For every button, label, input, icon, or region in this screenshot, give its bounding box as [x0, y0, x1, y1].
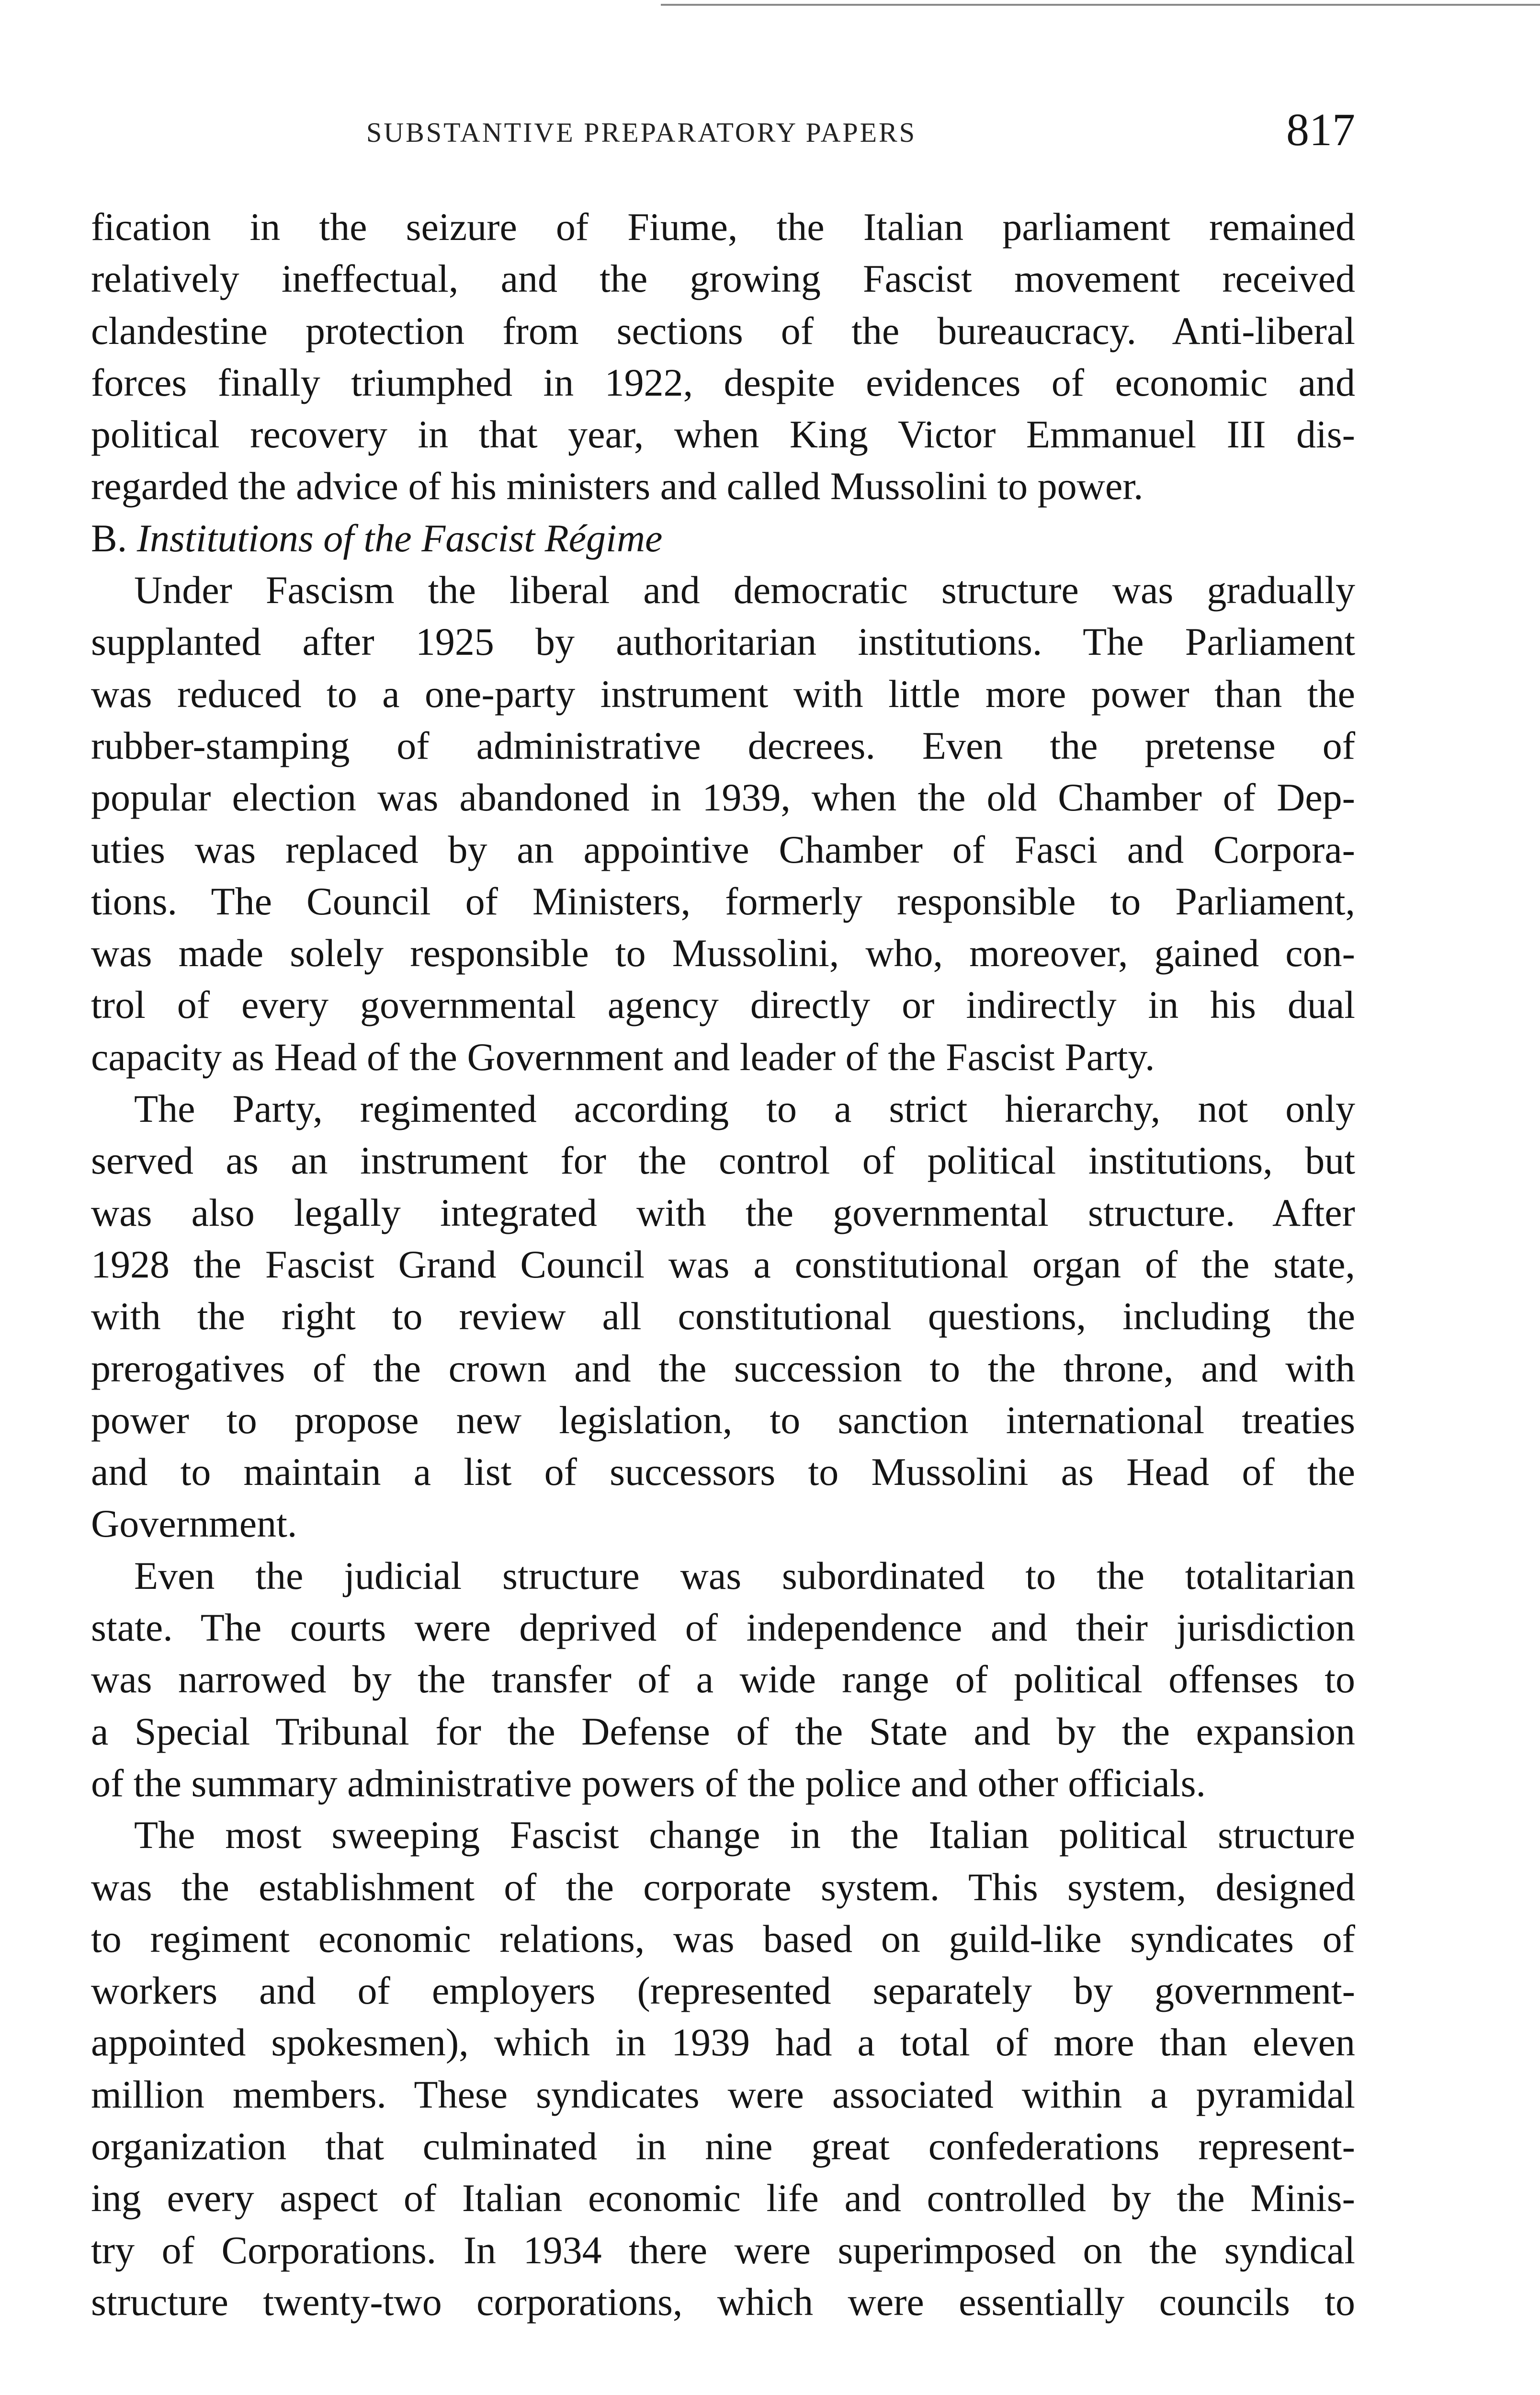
text-line: uties was replaced by an appointive Chamber of Fasci and Corpora- [91, 827, 1355, 871]
text-line: try of Corporations. In 1934 there were superimposed on the syndical [91, 2228, 1355, 2272]
text-line: capacity as Head of the Government and leader of the Fascist Party. [91, 1035, 1155, 1079]
text-line: was narrowed by the transfer of a wide range of political offenses to [91, 1657, 1355, 1701]
text-line: relatively ineffectual, and the growing Fascist movement received [91, 257, 1355, 301]
text-line: was the establishment of the corporate system. This system, designed [91, 1865, 1355, 1909]
text-line: prerogatives of the crown and the succession to the throne, and with [91, 1346, 1355, 1390]
text-line: supplanted after 1925 by authoritarian institutions. The Parliament [91, 620, 1355, 664]
top-border-rule [661, 4, 1540, 6]
text-line: to regiment economic relations, was based on guild-like syndicates of [91, 1916, 1355, 1961]
page-number: 817 [1286, 104, 1355, 155]
text-line: a Special Tribunal for the Defense of the State and by the expansion [91, 1709, 1355, 1753]
text-line: rubber-stamping of administrative decrees. Even the pretense of [91, 723, 1355, 767]
text-line: was also legally integrated with the governmental structure. After [91, 1190, 1355, 1234]
text-line: million members. These syndicates were associated within a pyramidal [91, 2072, 1355, 2116]
text-line: fication in the seizure of Fiume, the Italian parliament remained [91, 205, 1355, 249]
text-line: of the summary administrative powers of the police and other officials. [91, 1761, 1206, 1805]
paragraph-first-line: Under Fascism the liberal and democratic structure was gradually [134, 568, 1355, 612]
body-text [91, 201, 1355, 2328]
text-line: clandestine protection from sections of the bureaucracy. Anti-liberal [91, 308, 1355, 353]
text-line: regarded the advice of his ministers and called Mussolini to power. [91, 464, 1144, 508]
text-line: tions. The Council of Ministers, formerly responsible to Parliament, [91, 879, 1355, 923]
text-line: appointed spokesmen), which in 1939 had a total of more than eleven [91, 2020, 1355, 2064]
text-line: 1928 the Fascist Grand Council was a constitutional organ of the state, [91, 1242, 1355, 1286]
text-line: state. The courts were deprived of independence and their jurisdiction [91, 1606, 1355, 1650]
text-line: and to maintain a list of successors to Mussolini as Head of the [91, 1450, 1355, 1494]
text-line: popular election was abandoned in 1939, when the old Chamber of Dep- [91, 776, 1355, 820]
text-line: political recovery in that year, when King Victor Emmanuel III dis- [91, 412, 1355, 456]
text-line: power to propose new legislation, to sanction international treaties [91, 1398, 1355, 1442]
running-head [91, 103, 1355, 160]
text-line: organization that culminated in nine great confederations represent- [91, 2124, 1355, 2168]
text-line: was made solely responsible to Mussolini, who, moreover, gained con- [91, 931, 1355, 975]
paragraph-first-line: Even the judicial structure was subordinated to the totalitarian [134, 1553, 1355, 1597]
text-line: workers and of employers (represented separately by government- [91, 1969, 1355, 2013]
section-heading [91, 513, 1355, 564]
text-line: served as an instrument for the control of political institutions, but [91, 1139, 1355, 1183]
text-line: structure twenty-two corporations, which were essentially councils to [91, 2280, 1355, 2324]
text-line: ing every aspect of Italian economic life and controlled by the Minis- [91, 2176, 1355, 2220]
text-line: Government. [91, 1502, 297, 1546]
text-line: was reduced to a one-party instrument with little more power than the [91, 672, 1355, 716]
text-line: forces finally triumphed in 1922, despite evidences of economic and [91, 360, 1355, 404]
text-line: trol of every governmental agency directly or indirectly in his dual [91, 983, 1355, 1027]
text-line: with the right to review all constitutional questions, including the [91, 1294, 1355, 1338]
section-title: Institutions of the Fascist Régime [136, 516, 663, 560]
paragraph-first-line: The most sweeping Fascist change in the Italian political structure [134, 1813, 1355, 1857]
running-title: SUBSTANTIVE PREPARATORY PAPERS [366, 117, 917, 148]
paragraph-first-line: The Party, regimented according to a strict hierarchy, not only [134, 1087, 1355, 1131]
section-prefix: B. [91, 516, 137, 560]
